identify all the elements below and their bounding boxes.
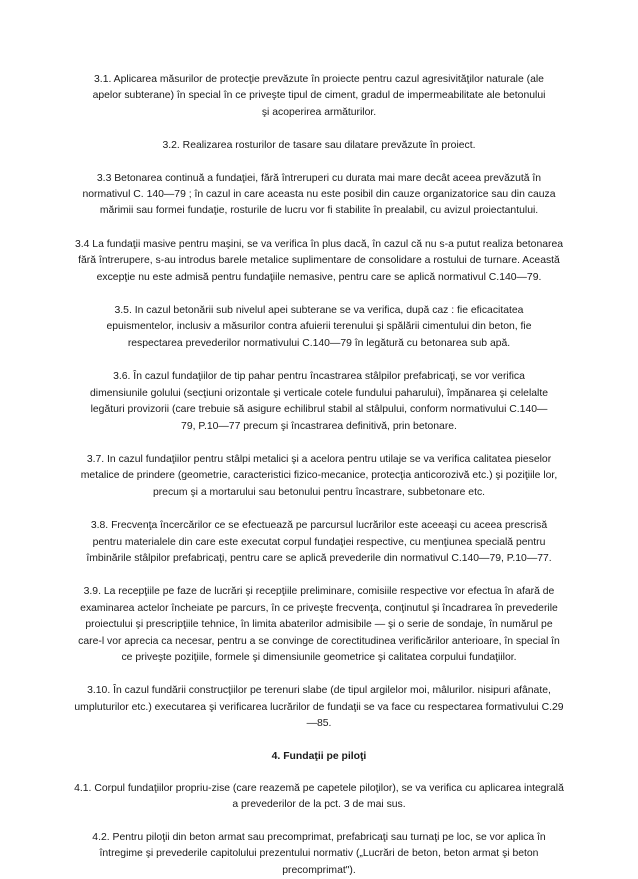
paragraph-4-2: 4.2. Pentru piloţii din beton armat sau precomprimat, prefabricaţi sau turnaţi pe loc, se vor aplica în întregime şi prevederile capitolului prezentului normativ („Lucrări de beton, beton armat şi beton precomprimat").: [92, 831, 546, 876]
paragraph-3-1: 3.1. Aplicarea măsurilor de protecţie prevăzute în proiecte pentru cazul agresivităţilor naturale (ale apelor subterane) în special în ce priveşte tipul de ciment, gradul de impermeabilitate ale betonului şi acoperirea armăturilor.: [92, 74, 546, 118]
paragraph-3-10: 3.10. În cazul fundării construcţiilor pe terenuri slabe (de tipul argilelor moi, mâlurilor. nisipuri afânate, umpluturilor etc.) executarea şi verificarea lucrărilor de fundaţii se va face cu respectarea formativului C.29—85.: [74, 685, 564, 730]
paragraph-3-3: 3.3 Betonarea continuă a fundaţiei, fără întreruperi cu durata mai mare decât aceea prevăzută în normativul C. 140—79 ; în cazul in care aceasta nu este posibil din cauze organizatorice sau din cauza mărimii sau formei fundaţie, rosturile de lucru vor fi stabilite în prealabil, cu avizul proiectantului.: [82, 172, 556, 217]
section-heading-4: 4. Fundaţii pe piloţi: [271, 750, 367, 762]
paragraph-3-4: 3.4 La fundaţii masive pentru maşini, se va verifica în plus dacă, în cazul că nu s-a putut realiza betonarea fără întrerupere, s-au introdus barele metalice suplimentare de consolidare a rostului de turnare. Această excepţie nu este admisă pentru fundaţiile nemasive, pentru care se aplică normativul C.140—79.: [74, 238, 564, 283]
paragraph-3-2: 3.2. Realizarea rosturilor de tasare sau dilatare prevăzute în proiect.: [162, 140, 476, 152]
paragraph-3-6: 3.6. În cazul fundaţiilor de tip pahar pentru încastrarea stâlpilor prefabricaţi, se vor verifica dimensiunile golului (secţiuni orizontale şi verticale cotele fundului paharului), împănarea şi celelalte legături provizorii (care trebuie să asigure echilibrul stabil al stâlpului, conform normativului C.140—79, P.10—77 precum şi încastrarea definitivă, prin betonare.: [89, 371, 548, 432]
paragraph-3-7: 3.7. In cazul fundaţiilor pentru stâlpi metalici şi a acelora pentru utilaje se va verifica calitatea pieselor metalice de prindere (geometrie, caracteristici fizico-mecanice, protecţia anticorozivă etc.) şi poziţiile lor, precum şi a mortarului sau betonului pentru încastrare, subbetonare etc.: [80, 453, 558, 498]
paragraph-3-8: 3.8. Frecvenţa încercărilor ce se efectuează pe parcursul lucrărilor este aceeaşi cu aceea prescrisă pentru materialele din care este executat corpul fundaţiei respective, cu menţiunea specială pentru îmbinările stâlpilor prefabricaţi, pentru care se aplică prevederile din normativul C.140—79, P.10—77.: [86, 520, 552, 564]
paragraph-4-1: 4.1. Corpul fundaţiilor propriu-zise (care reazemă pe capetele piloţilor), se va verifica cu aplicarea integrală a prevederilor de la pct. 3 de mai sus.: [74, 783, 564, 811]
paragraph-3-9: 3.9. La recepţiile pe faze de lucrări şi recepţiile preliminare, comisiile respective vor efectua în afară de examinarea actelor încheiate pe parcurs, în ce priveşte frecvenţa, conţinutul şi încadrarea în prevederile proiectului şi prescripţiile tehnice, în limita abaterilor admisibile — şi o serie de sondaje, în numărul pe care-l vor aprecia ca necesar, pentru a se convinge de corectitudinea verificărilor anterioare, în special în ce priveşte poziţiile, formele şi dimensiunile geometrice şi calitatea corpului fundaţiilor.: [78, 586, 560, 663]
document-page: [74, 72, 564, 879]
paragraph-3-5: 3.5. In cazul betonării sub nivelul apei subterane se va verifica, după caz : fie eficacitatea epuismentelor, inclusiv a măsurilor contra afuierii terenului şi spălării cimentului din beton, fie respectarea prevederilor normativului C.140—79 în legătură cu betonarea sub apă.: [106, 305, 532, 349]
